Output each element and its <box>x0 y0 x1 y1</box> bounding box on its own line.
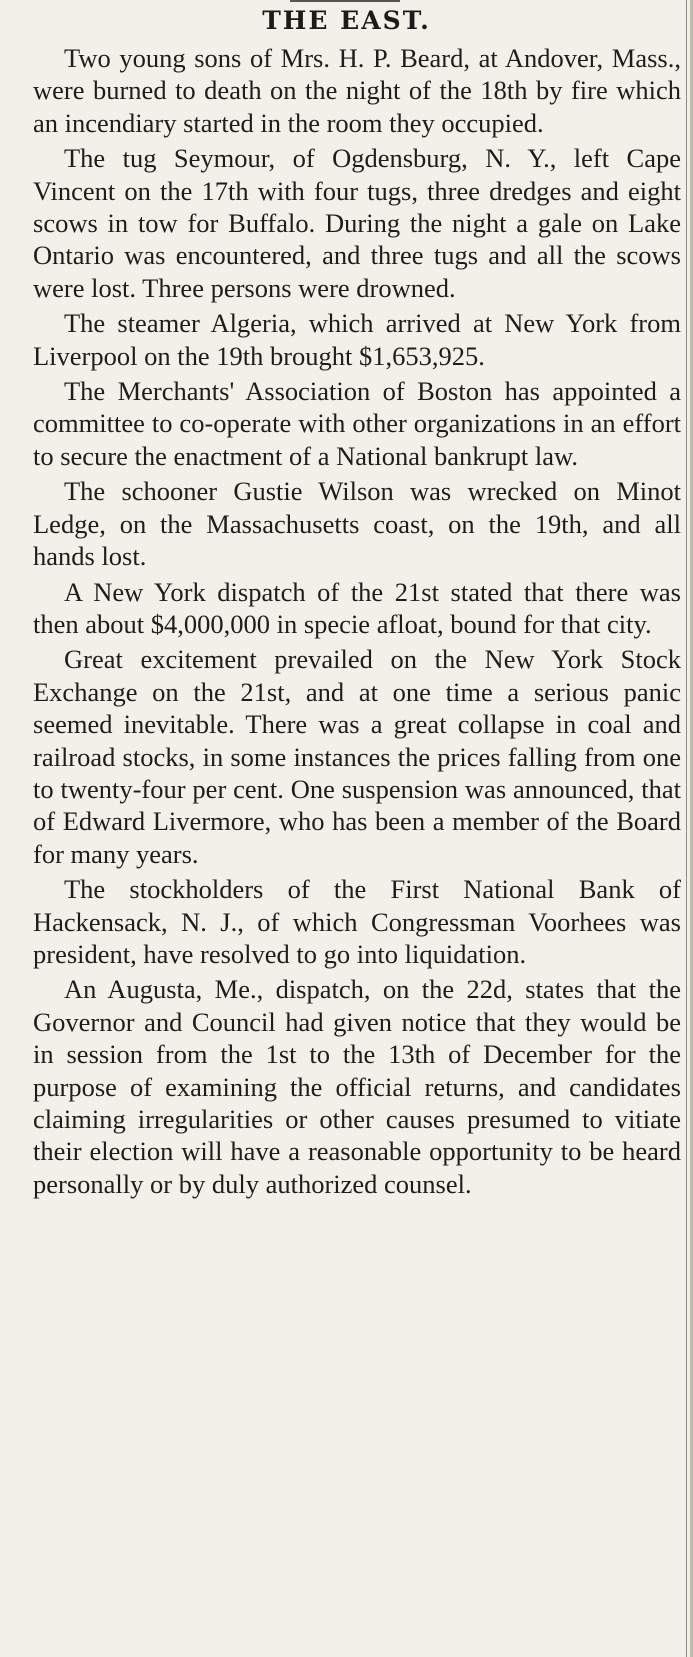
news-item-beard-fire: Two young sons of Mrs. H. P. Beard, at Andover, Mass., were burned to death on the night of the 18th by fire which an incendiary started in the room they occupied. <box>33 43 681 138</box>
section-heading: THE EAST. <box>262 6 431 35</box>
news-item-schooner-wreck: The schooner Gustie Wilson was wrecked on Minot Ledge, on the Massachusetts coast, on the 19th, and all hands lost. <box>33 476 681 572</box>
news-item-merchants-association: The Merchants' Association of Boston has appointed a committee to co-operate with other organizations in an effort to secure the enactment of a National bankrupt law. <box>33 376 681 471</box>
news-item-steamer-algeria: The steamer Algeria, which arrived at New York from Liverpool on the 19th brought $1,653,925. <box>33 308 681 371</box>
news-item-tug-seymour: The tug Seymour, of Ogdensburg, N. Y., left Cape Vincent on the 17th with four tugs, three dredges and eight scows in tow for Buffalo. During the night a gale on Lake Ontario was encountered, and three tugs and all the scows were lost. Three persons were drowned. <box>33 143 681 303</box>
news-item-augusta-dispatch: An Augusta, Me., dispatch, on the 22d, states that the Governor and Council had given notice that they would be in session from the 1st to the 13th of December for the purpose of examining the official returns, and candidates claiming irregularities or other causes presumed to vitiate their election will have a reasonable opportunity to be heard personally or by duly authorized counsel. <box>33 974 681 1199</box>
news-item-stock-exchange: Great excitement prevailed on the New York Stock Exchange on the 21st, and at one time a serious panic seemed inevitable. There was a great collapse in coal and railroad stocks, in some instances the prices falling from one to twenty-four per cent. One suspension was announced, that of Edward Livermore, who has been a member of the Board for many years. <box>33 644 681 869</box>
article-column <box>33 42 681 1203</box>
top-rule <box>290 0 400 2</box>
column-rule <box>686 0 687 1657</box>
news-item-specie-afloat: A New York dispatch of the 21st stated that there was then about $4,000,000 in specie afloat, bound for that city. <box>33 576 681 639</box>
news-item-hackensack-bank: The stockholders of the First National Bank of Hackensack, N. J., of which Congressman Voorhees was president, have resolved to go into liquidation. <box>33 874 681 969</box>
